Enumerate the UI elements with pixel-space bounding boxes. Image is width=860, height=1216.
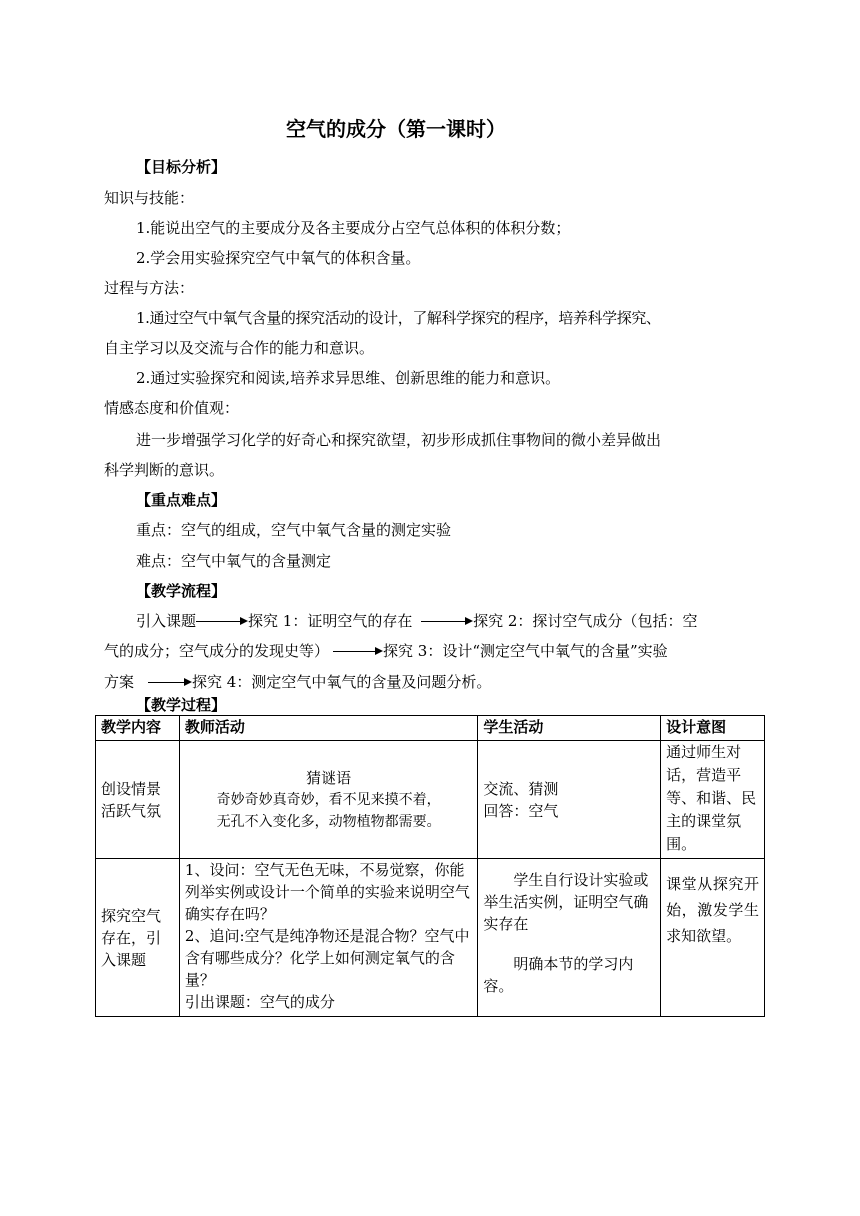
emotion-text: 进一步增强学习化学的好奇心和探究欲望，初步形成抓住事物间的微小差异做出	[136, 431, 662, 449]
student-line: 交流、猜测	[483, 779, 559, 798]
arrow-icon	[196, 611, 248, 631]
flow-step-4: 探究 4：测定空气中氧气的含量及问题分析。	[192, 673, 492, 691]
row1-teacher	[179, 741, 477, 859]
row2-content: 探究空气存在，引入课题	[96, 859, 180, 1017]
header-teacher: 教师活动	[179, 716, 477, 741]
row1-student	[478, 741, 661, 859]
emotion-label: 情感态度和价值观：	[104, 399, 240, 417]
flow-line-2	[104, 641, 668, 661]
knowledge-label: 知识与技能：	[104, 189, 195, 207]
flow-step-3: 探究 3：设计“测定空气中氧气的含量”实验	[383, 642, 668, 660]
header-intent: 设计意图	[661, 716, 765, 741]
student-line: 明确本节的学习内容。	[483, 955, 634, 995]
header-student: 学生活动	[478, 716, 661, 741]
flow-step-2: 探究 2：探讨空气成分（包括：空	[473, 612, 698, 630]
riddle-line: 奇妙奇妙真奇妙，看不见来摸不着，	[216, 791, 441, 808]
row2-teacher	[179, 859, 477, 1017]
arrow-icon	[421, 611, 473, 631]
flow-step-2-cont: 气的成分；空气成分的发现史等）	[104, 642, 330, 660]
row2-intent: 课堂从探究开始，激发学生求知欲望。	[661, 859, 765, 1017]
process-label: 过程与方法：	[104, 279, 195, 297]
teacher-topic: 引出课题：空气的成分	[184, 993, 335, 1011]
page-title: 空气的成分（第一课时）	[286, 117, 506, 141]
header-content: 教学内容	[96, 716, 180, 741]
flow-step-3-cont: 方案	[104, 673, 135, 691]
row1-intent: 通过师生对话，营造平等、和谐、民主的课堂氛围。	[661, 741, 765, 859]
process-item-1-cont: 自主学习以及交流与合作的能力和意识。	[104, 339, 375, 357]
teacher-question: 1、设问：空气无色无味，不易觉察，你能列举实例或设计一个简单的实验来说明空气确实存在吗？	[184, 861, 470, 923]
table-row	[96, 741, 765, 859]
riddle-title: 猜谜语	[306, 768, 352, 787]
table-row	[96, 859, 765, 1017]
flow-line-1	[136, 611, 697, 631]
arrow-icon	[148, 672, 192, 692]
process-heading: 【教学过程】	[136, 696, 227, 714]
lesson-table	[95, 715, 765, 1017]
student-line: 回答：空气	[483, 801, 559, 820]
emotion-text-cont: 科学判断的意识。	[104, 461, 225, 479]
knowledge-item-2: 2.学会用实验探究空气中氧气的体积含量。	[136, 249, 421, 267]
flow-heading: 【教学流程】	[136, 582, 227, 600]
difficult-point: 难点：空气中氧气的含量测定	[136, 552, 332, 570]
riddle-line: 无孔不入变化多，动物植物都需要。	[216, 813, 441, 830]
table-header-row	[96, 716, 765, 741]
row2-student	[478, 859, 661, 1017]
process-item-2: 2.通过实验探究和阅读,培养求异思维、创新思维的能力和意识。	[136, 369, 561, 387]
flow-step-1: 探究 1：证明空气的存在	[248, 612, 413, 630]
row1-content: 创设情景活跃气氛	[96, 741, 180, 859]
flow-line-3	[104, 672, 491, 692]
key-heading: 【重点难点】	[136, 491, 227, 509]
student-line: 学生自行设计实验或举生活实例，证明空气确实存在	[483, 871, 649, 933]
goal-heading: 【目标分析】	[136, 158, 227, 176]
key-point: 重点：空气的组成，空气中氧气含量的测定实验	[136, 521, 452, 539]
flow-step-intro: 引入课题	[136, 612, 197, 630]
process-item-1: 1.通过空气中氧气含量的探究活动的设计，了解科学探究的程序，培养科学探究、	[136, 309, 661, 327]
arrow-icon	[333, 641, 383, 661]
knowledge-item-1: 1.能说出空气的主要成分及各主要成分占空气总体积的体积分数；	[136, 219, 571, 237]
teacher-followup: 2、追问:空气是纯净物还是混合物？空气中含有哪些成分？化学上如何测定氧气的含量？	[184, 927, 470, 989]
